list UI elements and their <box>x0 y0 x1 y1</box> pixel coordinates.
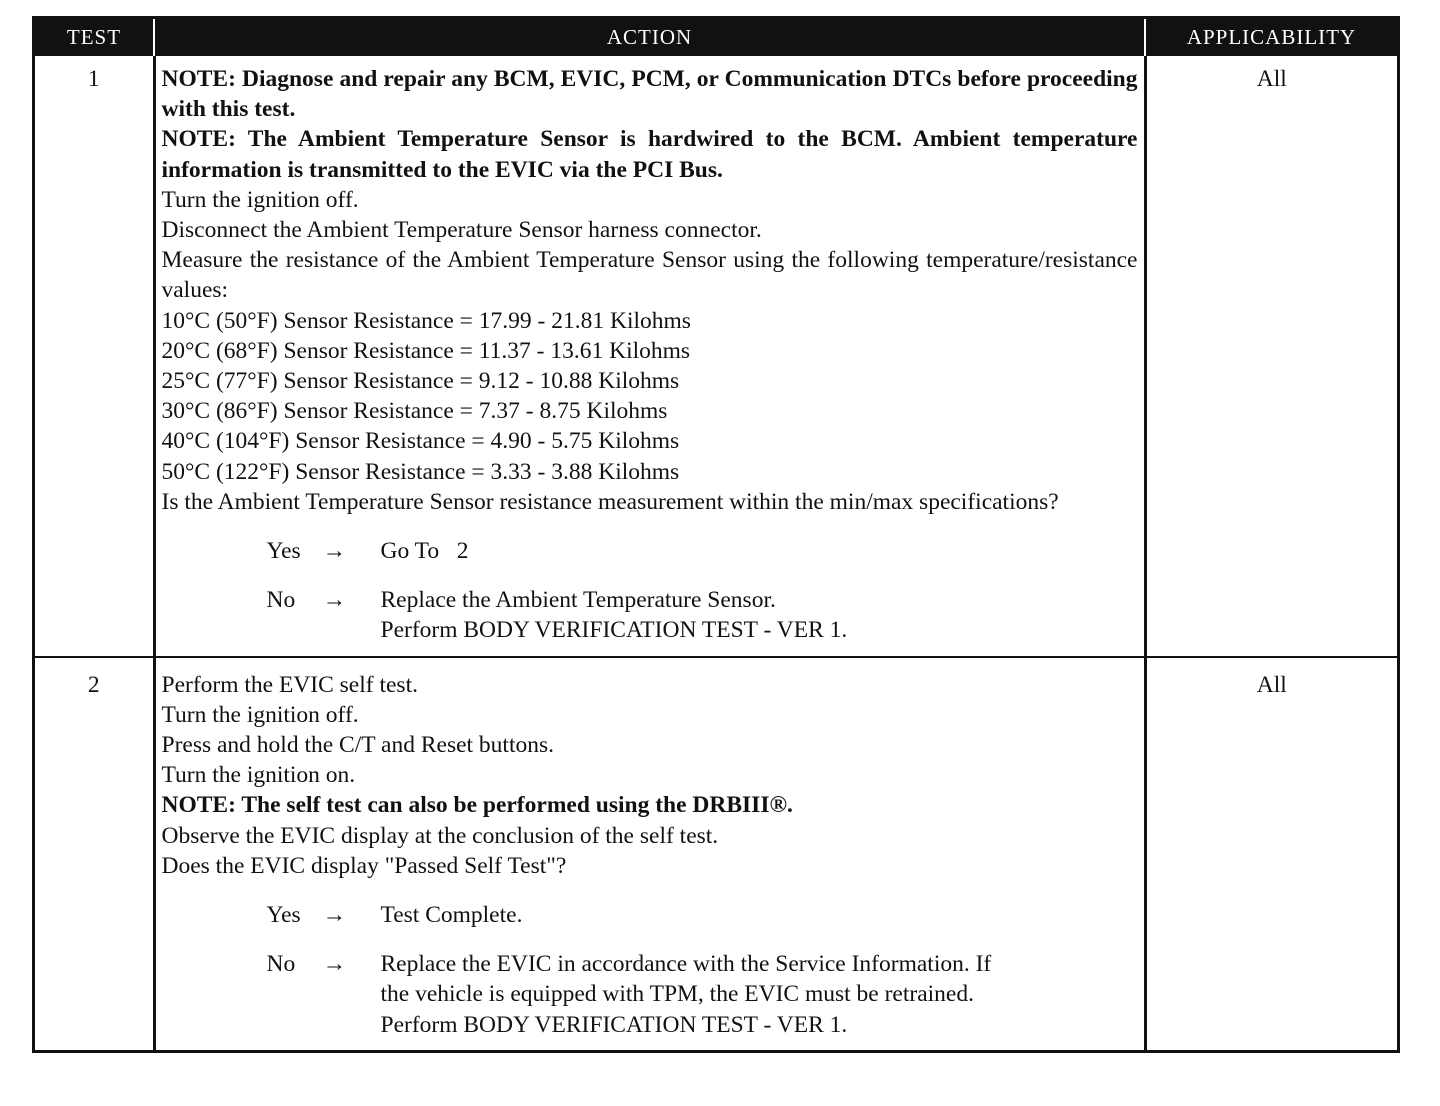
yes-result <box>381 536 1138 566</box>
arrow-icon: → <box>322 951 346 978</box>
no-label: No <box>266 587 296 614</box>
action-cell <box>154 56 1145 657</box>
arrow-icon: → <box>322 587 346 614</box>
applicability-cell: All <box>1145 56 1397 657</box>
resistance-spec: 30°C (86°F) Sensor Resistance = 7.37 - 8.75 Kilohms <box>161 398 668 425</box>
yes-choice <box>267 900 1138 930</box>
result-line: Go To 2 <box>380 538 469 565</box>
step-text: Turn the ignition off. <box>161 186 359 213</box>
no-choice <box>267 585 1138 645</box>
choices <box>162 536 1138 646</box>
result-line: Perform BODY VERIFICATION TEST - VER 1. <box>380 1011 848 1038</box>
test-row-1 <box>35 56 1397 657</box>
result-line: Perform BODY VERIFICATION TEST - VER 1. <box>380 617 848 644</box>
header-row <box>35 19 1397 56</box>
step-text: Turn the ignition on. <box>161 762 356 789</box>
resistance-spec: 40°C (104°F) Sensor Resistance = 4.90 - 5.75 Kilohms <box>161 428 680 455</box>
resistance-spec: 50°C (122°F) Sensor Resistance = 3.33 - 3.88 Kilohms <box>161 458 680 485</box>
result-line: Replace the Ambient Temperature Sensor. <box>380 587 776 614</box>
test-table <box>35 19 1397 1050</box>
yes-label: Yes <box>266 902 301 929</box>
choices <box>162 900 1138 1040</box>
arrow-icon: → <box>322 538 346 565</box>
yes-choice <box>267 536 1138 566</box>
resistance-spec: 10°C (50°F) Sensor Resistance = 17.99 - 21.81 Kilohms <box>161 307 691 334</box>
header-applicability: APPLICABILITY <box>1145 19 1397 56</box>
note-text: NOTE: Diagnose and repair any BCM, EVIC, PCM, or Communication DTCs before proceeding with this test. <box>161 66 1138 123</box>
result-line: the vehicle is equipped with TPM, the EVIC must be retrained. <box>380 981 974 1008</box>
yes-label: Yes <box>266 538 301 565</box>
step-text: Perform the EVIC self test. <box>161 671 418 698</box>
result-line: Replace the EVIC in accordance with the Service Information. If <box>380 951 992 978</box>
question-text: Does the EVIC display "Passed Self Test"? <box>161 852 567 879</box>
diagnostic-test-table <box>32 16 1400 1053</box>
test-number: 2 <box>35 657 154 1050</box>
test-number: 1 <box>87 66 100 92</box>
result-line: Test Complete. <box>380 902 523 929</box>
no-label: No <box>266 951 296 978</box>
arrow-icon: → <box>322 902 346 929</box>
no-result <box>381 949 1138 1040</box>
no-result <box>381 585 1138 645</box>
no-choice <box>267 949 1138 1040</box>
action-cell <box>154 657 1145 1050</box>
note-text: NOTE: The self test can also be performed using the DRBIII®. <box>161 792 793 819</box>
yes-result <box>381 900 1138 930</box>
note-text: NOTE: The Ambient Temperature Sensor is hardwired to the BCM. Ambient temperature information is transmitted to the EVIC via the PCI Bus. <box>161 126 1138 183</box>
step-text: Turn the ignition off. <box>161 701 359 728</box>
question-text: Is the Ambient Temperature Sensor resistance measurement within the min/max specifications? <box>161 488 1059 515</box>
resistance-spec: 20°C (68°F) Sensor Resistance = 11.37 - 13.61 Kilohms <box>161 337 691 364</box>
applicability-cell: All <box>1145 657 1397 1050</box>
test-row-2 <box>35 657 1397 1050</box>
step-text: Observe the EVIC display at the conclusion of the self test. <box>161 822 719 849</box>
header-test: TEST <box>35 19 154 56</box>
step-text: Press and hold the C/T and Reset buttons. <box>161 732 555 759</box>
resistance-spec: 25°C (77°F) Sensor Resistance = 9.12 - 10.88 Kilohms <box>161 368 680 395</box>
step-text: Disconnect the Ambient Temperature Sensor harness connector. <box>161 217 762 244</box>
step-text: Measure the resistance of the Ambient Temperature Sensor using the following temperature/resistance values: <box>161 247 1138 304</box>
header-action: ACTION <box>154 19 1145 56</box>
